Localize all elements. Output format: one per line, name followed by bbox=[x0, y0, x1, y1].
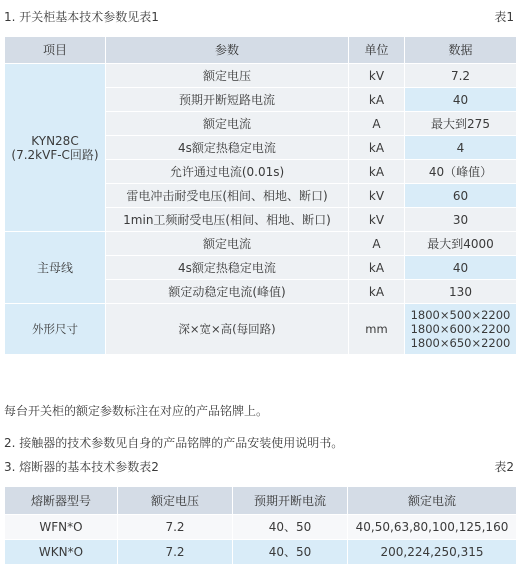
table-row bbox=[5, 232, 517, 256]
section3-title-row bbox=[4, 458, 516, 474]
unit-cell: A bbox=[349, 112, 405, 136]
table1-number: 表1 bbox=[494, 10, 514, 24]
table2-number: 表2 bbox=[494, 460, 514, 474]
table2-header-row bbox=[5, 487, 517, 515]
section1-title: 1. 开关柜基本技术参数见表1 bbox=[4, 10, 159, 24]
param-cell: 额定电压 bbox=[106, 64, 349, 88]
table-row bbox=[5, 540, 517, 565]
value-cell: 7.2 bbox=[405, 64, 517, 88]
unit-cell: kV bbox=[349, 184, 405, 208]
fuse-parameters-table bbox=[4, 486, 517, 565]
param-cell: 预期开断短路电流 bbox=[106, 88, 349, 112]
value-cell: 最大到4000 bbox=[405, 232, 517, 256]
table-row bbox=[5, 515, 517, 540]
param-cell: 允许通过电流(0.01s) bbox=[106, 160, 349, 184]
group-label-kyn28c bbox=[5, 64, 106, 232]
group-label-line2: (7.2kVF-C回路) bbox=[11, 147, 99, 162]
header-item: 项目 bbox=[5, 37, 106, 64]
unit-cell: kA bbox=[349, 280, 405, 304]
header-rated-current: 额定电流 bbox=[348, 487, 517, 515]
note-nameplate: 每台开关柜的额定参数标注在对应的产品铭牌上。 bbox=[4, 404, 269, 418]
group-label-dimensions: 外形尺寸 bbox=[5, 304, 106, 355]
dimensions-values-cell bbox=[405, 304, 517, 355]
header-unit: 单位 bbox=[349, 37, 405, 64]
breaking-cell: 40、50 bbox=[233, 540, 348, 565]
value-cell: 最大到275 bbox=[405, 112, 517, 136]
value-cell: 40 bbox=[405, 88, 517, 112]
unit-cell: kA bbox=[349, 160, 405, 184]
dimension-value: 1800×600×2200 bbox=[410, 322, 511, 336]
section3-title: 3. 熔断器的基本技术参数表2 bbox=[4, 460, 159, 474]
header-breaking-current: 预期开断电流 bbox=[233, 487, 348, 515]
group-label-main-busbar: 主母线 bbox=[5, 232, 106, 304]
param-cell: 4s额定热稳定电流 bbox=[106, 136, 349, 160]
param-cell: 4s额定热稳定电流 bbox=[106, 256, 349, 280]
group-label-line1: KYN28C bbox=[31, 133, 79, 148]
value-cell: 40（峰值） bbox=[405, 160, 517, 184]
current-cell: 200,224,250,315 bbox=[348, 540, 517, 565]
value-cell: 60 bbox=[405, 184, 517, 208]
header-parameter: 参数 bbox=[106, 37, 349, 64]
section1-title-row bbox=[4, 8, 516, 24]
value-cell: 130 bbox=[405, 280, 517, 304]
unit-cell: kV bbox=[349, 208, 405, 232]
unit-cell: A bbox=[349, 232, 405, 256]
note-contactor: 2. 接触器的技术参数见自身的产品铭牌的产品安装使用说明书。 bbox=[4, 436, 344, 450]
table1-header-row bbox=[5, 37, 517, 64]
unit-cell: kA bbox=[349, 256, 405, 280]
model-cell: WKN*O bbox=[5, 540, 118, 565]
param-cell: 额定动稳定电流(峰值) bbox=[106, 280, 349, 304]
model-cell: WFN*O bbox=[5, 515, 118, 540]
dimension-value: 1800×500×2200 bbox=[410, 308, 511, 322]
voltage-cell: 7.2 bbox=[118, 540, 233, 565]
value-cell: 30 bbox=[405, 208, 517, 232]
param-cell: 1min工频耐受电压(相间、相地、断口) bbox=[106, 208, 349, 232]
table-row bbox=[5, 304, 517, 355]
unit-cell: kA bbox=[349, 136, 405, 160]
switchgear-parameters-table bbox=[4, 36, 517, 355]
dimension-value: 1800×650×2200 bbox=[410, 336, 511, 350]
param-cell: 雷电冲击耐受电压(相间、相地、断口) bbox=[106, 184, 349, 208]
param-cell: 额定电流 bbox=[106, 232, 349, 256]
param-cell: 额定电流 bbox=[106, 112, 349, 136]
unit-cell: mm bbox=[349, 304, 405, 355]
header-rated-voltage: 额定电压 bbox=[118, 487, 233, 515]
current-cell: 40,50,63,80,100,125,160 bbox=[348, 515, 517, 540]
header-data: 数据 bbox=[405, 37, 517, 64]
breaking-cell: 40、50 bbox=[233, 515, 348, 540]
table-row bbox=[5, 64, 517, 88]
voltage-cell: 7.2 bbox=[118, 515, 233, 540]
value-cell: 4 bbox=[405, 136, 517, 160]
unit-cell: kA bbox=[349, 88, 405, 112]
value-cell: 40 bbox=[405, 256, 517, 280]
param-cell: 深×宽×高(每回路) bbox=[106, 304, 349, 355]
unit-cell: kV bbox=[349, 64, 405, 88]
header-fuse-model: 熔断器型号 bbox=[5, 487, 118, 515]
